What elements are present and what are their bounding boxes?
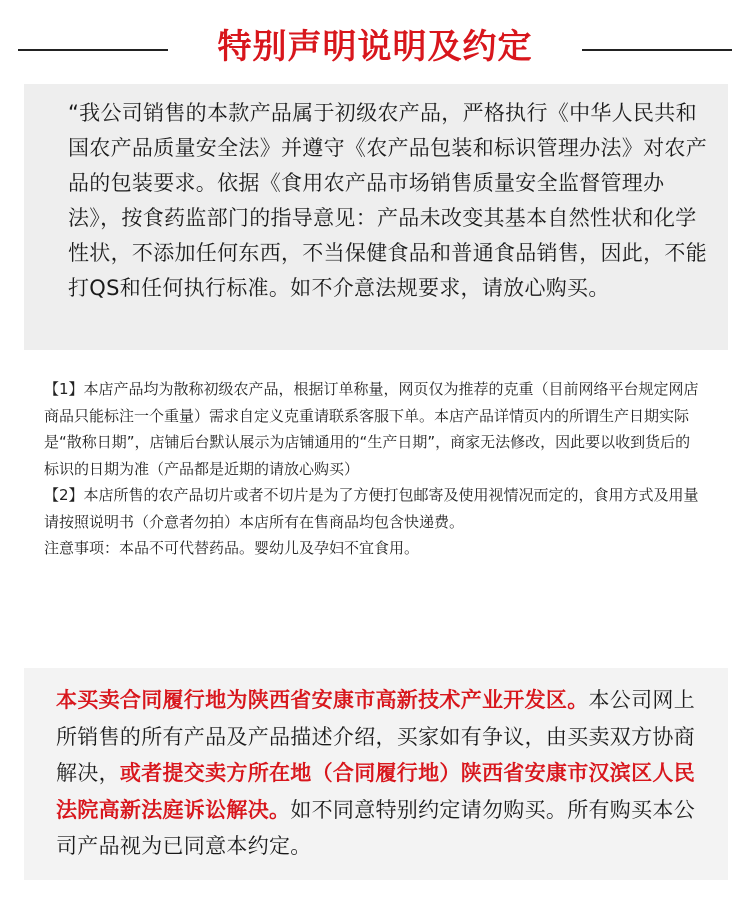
agreement-text bbox=[56, 682, 712, 865]
statement-panel bbox=[24, 84, 728, 350]
title-rule-left bbox=[18, 49, 168, 51]
agreement-red-1: 本买卖合同履行地为陕西省安康市高新技术产业开发区。 bbox=[56, 688, 589, 712]
agreement-red-2: 或者提交卖方所在地（合同履行地）陕西省安康市汉滨区人民法院高新法庭诉讼解决。 bbox=[56, 761, 696, 822]
page-title: 特别声明说明及约定 bbox=[217, 27, 533, 67]
note-2: 【2】本店所售的农产品切片或者不切片是为了方便打包邮寄及使用视情况而定的，食用方式及用量请按照说明书（介意者勿拍）本店所有在售商品均包含快递费。 bbox=[44, 486, 699, 531]
statement-text: “我公司销售的本款产品属于初级农产品，严格执行《中华人民共和国农产品质量安全法》并遵守《农产品包装和标识管理办法》对农产品的包装要求。依据《食用农产品市场销售质量安全监督管理办法》，按食药监部门的指导意见：产品未改变其基本自然性状和化学性状，不添加任何东西，不当保健食品和普通食品销售，因此，不能打QS和任何执行标准。如不介意法规要求，请放心购买。 bbox=[68, 101, 707, 300]
title-rule-right bbox=[582, 49, 732, 51]
agreement-panel bbox=[24, 668, 728, 880]
agreement-text-1: 本公司网上所销售的所有产品及产品描述介绍，买家如有争议，由买卖双方协商解决， bbox=[56, 688, 695, 785]
note-1: 【1】本店产品均为散称初级农产品，根据订单称量，网页仅为推荐的克重（目前网络平台规定网店商品只能标注一个重量）需求自定义克重请联系客服下单。本店产品详情页内的所谓生产日期实际是“散称日期”，店铺后台默认展示为店铺通用的“生产日期”，商家无法修改，因此要以收到货后的标识的日期为准（产品都是近期的请放心购买） bbox=[44, 380, 699, 478]
notes-section bbox=[44, 376, 704, 562]
caution-note: 注意事项：本品不可代替药品。婴幼儿及孕妇不宜食用。 bbox=[44, 539, 420, 557]
agreement-text-2: 如不同意特别约定请勿购买。所有购买本公司产品视为已同意本约定。 bbox=[56, 797, 696, 858]
header bbox=[0, 0, 750, 88]
